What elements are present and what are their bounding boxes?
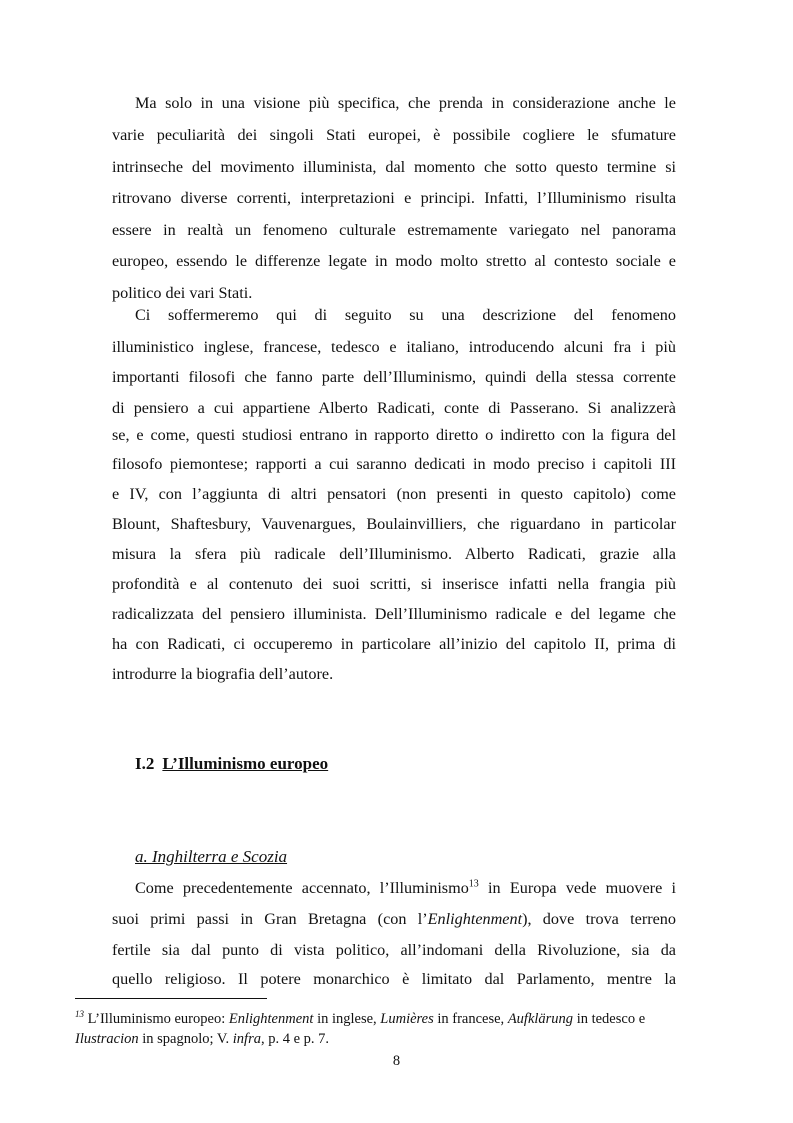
text-line: importanti filosofi che fanno parte dell’Illuminismo, quindi della stessa corrente — [112, 368, 676, 386]
subsection-heading: a. Inghilterra e Scozia — [135, 847, 288, 866]
text-line: quello religioso. Il potere monarchico è limitato dal Parlamento, mentre la — [112, 970, 676, 988]
italic-term: Ilustracion — [75, 1031, 139, 1047]
italic-term: Enlightenment — [427, 910, 523, 928]
footnote-reference[interactable]: 13 — [468, 878, 479, 890]
page-number: 8 — [392, 1053, 401, 1069]
text-line: essere in realtà un fenomeno culturale estremamente variegato nel panorama — [112, 221, 676, 239]
text-line: ritrovano diverse correnti, interpretazioni e principi. Infatti, l’Illuminismo risulta — [112, 189, 676, 207]
text-segment: in inglese, — [313, 1011, 381, 1027]
text-line: illuministico inglese, francese, tedesco e italiano, introducendo alcuni fra i più — [112, 338, 676, 356]
text-segment: , p. 4 e p. 7. — [260, 1031, 330, 1047]
section-heading — [135, 753, 328, 775]
italic-term: Enlightenment — [228, 1011, 314, 1027]
text-segment: suoi primi passi in Gran Bretagna (con l’ — [112, 910, 428, 928]
footnote-marker: 13 — [75, 1009, 84, 1020]
text-line — [112, 909, 676, 929]
footnote-line — [75, 1010, 719, 1028]
text-line: Ma solo in una visione più specifica, che prenda in considerazione anche le — [135, 94, 676, 112]
text-segment: in spagnolo; V. — [138, 1031, 233, 1047]
section-number: I.2 — [135, 754, 155, 773]
text-line: Ci soffermeremo qui di seguito su una descrizione del fenomeno — [135, 306, 676, 324]
italic-term: Aufklärung — [507, 1011, 574, 1027]
text-line: politico dei vari Stati. — [112, 284, 253, 302]
text-line: filosofo piemontese; rapporti a cui saranno dedicati in modo preciso i capitoli III — [112, 455, 676, 473]
text-segment: ), dove trova terreno — [522, 910, 676, 928]
text-line: europeo, essendo le differenze legate in modo molto stretto al contesto sociale e — [112, 252, 676, 270]
text-line: intrinseche del movimento illuminista, dal momento che sotto questo termine si — [112, 158, 676, 176]
text-line: ha con Radicati, ci occuperemo in particolare all’inizio del capitolo II, prima di — [112, 635, 676, 653]
italic-term: Lumières — [380, 1011, 434, 1027]
text-line: radicalizzata del pensiero illuminista. Dell’Illuminismo radicale e del legame che — [112, 605, 676, 623]
italic-term: infra — [232, 1031, 261, 1047]
text-segment: in tedesco e — [573, 1011, 646, 1027]
text-line: introdurre la biografia dell’autore. — [112, 665, 334, 683]
text-segment: in Europa vede muovere i — [478, 879, 676, 897]
text-line: varie peculiarità dei singoli Stati europei, è possibile cogliere le sfumature — [112, 126, 676, 144]
text-line: e IV, con l’aggiunta di altri pensatori (non presenti in questo capitolo) come — [112, 485, 676, 503]
section-title: L’Illuminismo europeo — [162, 754, 329, 773]
text-segment: in francese, — [433, 1011, 508, 1027]
text-line: se, e come, questi studiosi entrano in rapporto diretto o indiretto con la figura del — [112, 426, 676, 444]
text-segment: Come precedentemente accennato, l’Illuminismo — [135, 879, 469, 897]
footnote-line — [75, 1030, 719, 1048]
text-segment: L’Illuminismo europeo: — [84, 1011, 229, 1027]
text-line — [135, 878, 676, 898]
text-line: di pensiero a cui appartiene Alberto Radicati, conte di Passerano. Si analizzerà — [112, 399, 676, 417]
text-line: profondità e al contenuto dei suoi scritti, si inserisce infatti nella frangia più — [112, 575, 676, 593]
text-line: fertile sia dal punto di vista politico, all’indomani della Rivoluzione, sia da — [112, 941, 676, 959]
text-line: Blount, Shaftesbury, Vauvenargues, Boulainvilliers, che riguardano in particolar — [112, 515, 676, 533]
footnote-separator — [75, 998, 267, 999]
text-line: misura la sfera più radicale dell’Illuminismo. Alberto Radicati, grazie alla — [112, 545, 676, 563]
